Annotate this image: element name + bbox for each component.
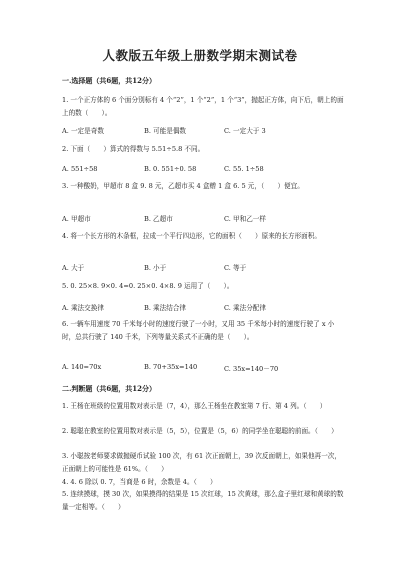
option-b: B. 0. 551÷0. 58 (144, 165, 197, 173)
choice-options-3 (62, 213, 352, 223)
choice-question-1: 1. 一个正方体的 6 个面分别标有 4 个“2”，1 个“2”，1 个“3”，抛起正方体，向下后，朝上的面上的数（ ）。 (62, 96, 344, 117)
option-b: B. 70+35x=140 (144, 363, 198, 371)
option-a: A. 一定是奇数 (62, 127, 104, 135)
option-a: A. 551÷58 (62, 165, 98, 173)
choice-options-4 (62, 262, 352, 272)
option-b: B. 乘法结合律 (144, 304, 187, 312)
choice-options-2 (62, 165, 352, 175)
option-c: C. 55. 1÷58 (224, 165, 264, 173)
option-c: C. 35x=140－70 (224, 365, 279, 373)
judgment-question-5: 5. 连续摸球，摸 30 次，如果摸得的结果是 15 次红球，15 次黄球，那么盒子里红球和黄球的数量一定相等。（ ） (62, 490, 344, 511)
option-c: C. 乘法分配律 (224, 304, 266, 312)
choice-question-4: 4. 将一个长方形的木条框，拉成一个平行四边形，它的面积（ ）原来的长方形面积。 (62, 232, 321, 240)
exam-title: 人教版五年级上册数学期末测试卷 (102, 48, 298, 63)
judgment-question-4: 4. 4. 6 除以 0. 7，当商是 6 时，余数是 4。（ ） (62, 478, 217, 486)
choice-question-3: 3. 一种酸奶，甲超市 8 盒 9. 8 元，乙超市买 4 盒赠 1 盒 6. 5 元，（ ）便宜。 (62, 182, 304, 190)
option-a: A. 乘法交换律 (62, 304, 104, 312)
choice-question-6: 6. 一辆车用速度 70 千米每小时的速度行驶了一小时，又用 35 千米每小时的速度行驶了 x 小时，总共行驶了 140 千米，下列等量关系式不正确的是（ ）。 (62, 320, 335, 341)
option-b: B. 可能是偶数 (144, 127, 187, 135)
option-c: C. 一定大于 3 (224, 127, 266, 135)
option-a: A. 140=70x (62, 363, 102, 371)
option-b: B. 小于 (144, 264, 167, 272)
judgment-question-3: 3. 小聪按老师要求做抛硬币试验 100 次，有 61 次正面朝上，39 次反面朝上，如果他再一次，正面朝上的可能性是 61%。（ ） (62, 452, 342, 473)
option-a: A. 甲超市 (62, 215, 91, 223)
choice-options-5 (62, 302, 352, 312)
option-c: C. 等于 (224, 264, 247, 272)
judgment-question-1: 1. 王杨在班级的位置用数对表示是（7，4），那么王杨坐在教室第 7 行、第 4 列。（ ） (62, 402, 327, 410)
choice-question-5: 5. 0. 25×8. 9×0. 4=0. 25×0. 4×8. 9 运用了（ ）。 (62, 282, 234, 290)
choice-options-1 (62, 125, 352, 135)
section-heading-judgment: 二.判断题（共6题，共12分） (62, 384, 157, 393)
judgment-question-2: 2. 聪聪在教室的位置用数对表示是（5，5），位置是（5，6）的同学坐在聪聪的前面。（ ） (62, 427, 338, 435)
choice-options-6 (62, 363, 352, 373)
option-c: C. 甲和乙一样 (224, 215, 266, 223)
option-b: B. 乙超市 (144, 215, 173, 223)
section-heading-choice: 一.选择题（共6题，共12分） (62, 76, 157, 85)
choice-question-2: 2. 下面（ ）算式的得数与 5.51÷5.8 不同。 (62, 145, 205, 153)
option-a: A. 大于 (62, 264, 85, 272)
